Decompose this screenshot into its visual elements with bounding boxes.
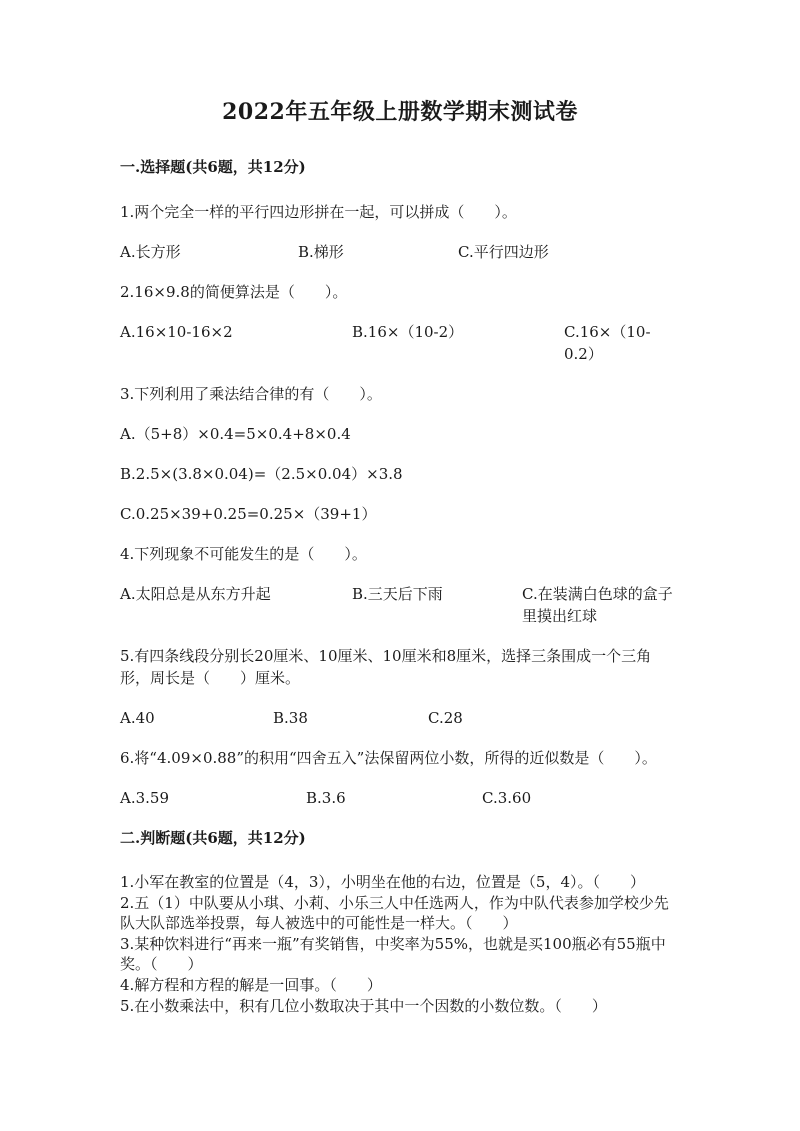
option-b: B.16×（10-2）: [352, 323, 464, 341]
option-b: B.三天后下雨: [352, 585, 443, 603]
question-stem: 6.将“4.09×0.88”的积用“四舍五入”法保留两位小数，所得的近似数是（ ）。: [120, 749, 657, 767]
question-stem: 2.16×9.8的简便算法是（ ）。: [120, 283, 348, 301]
judge-item: 2.五（1）中队要从小琪、小莉、小乐三人中任选两人，作为中队代表参加学校少先队大队部选举投票，每人被选中的可能性是一样大。（ ）: [120, 894, 669, 932]
judge-item: 4.解方程和方程的解是一回事。（ ）: [120, 976, 382, 994]
option-b: B.3.6: [306, 789, 346, 807]
option-c: C.0.25×39+0.25=0.25×（39+1）: [120, 505, 377, 523]
option-a: A.太阳总是从东方升起: [120, 585, 271, 603]
option-a: A.3.59: [120, 789, 169, 807]
option-c: C.在装满白色球的盒子里摸出红球: [522, 585, 673, 625]
judge-list: [120, 872, 680, 1016]
option-b: B.38: [273, 709, 308, 727]
option-c: C.16×（10-0.2）: [564, 323, 651, 363]
option-a: A.16×10-16×2: [120, 323, 233, 341]
option-a: A.（5+8）×0.4=5×0.4+8×0.4: [120, 425, 351, 443]
section-heading-judge: 二.判断题(共6题，共12分): [120, 829, 306, 847]
option-a: A.长方形: [120, 243, 181, 261]
option-c: C.平行四边形: [458, 243, 549, 261]
question-options: [120, 321, 680, 365]
question-stem: 4.下列现象不可能发生的是（ ）。: [120, 545, 367, 563]
judge-item: 3.某种饮料进行“再来一瓶”有奖销售，中奖率为55%，也就是买100瓶必有55瓶中奖。（ ）: [120, 935, 666, 973]
question-stem: 1.两个完全一样的平行四边形拼在一起，可以拼成（ ）。: [120, 203, 517, 221]
exam-page: [120, 95, 680, 1016]
question-options: [120, 583, 680, 627]
judge-item: 1.小军在教室的位置是（4，3），小明坐在他的右边，位置是（5，4）。（ ）: [120, 873, 645, 891]
option-a: A.40: [120, 709, 155, 727]
option-b: B.梯形: [298, 243, 344, 261]
question-stem: 3.下列利用了乘法结合律的有（ ）。: [120, 385, 382, 403]
page-title: 2022年五年级上册数学期末测试卷: [222, 99, 578, 125]
question-options: [120, 787, 680, 809]
question-options: [120, 707, 680, 729]
section-heading-choice: 一.选择题(共6题，共12分): [120, 158, 306, 176]
option-c: C.28: [428, 709, 463, 727]
judge-item: 5.在小数乘法中，积有几位小数取决于其中一个因数的小数位数。（ ）: [120, 997, 607, 1015]
option-c: C.3.60: [482, 789, 532, 807]
option-b: B.2.5×(3.8×0.04)=（2.5×0.04）×3.8: [120, 465, 403, 483]
question-options: [120, 241, 680, 263]
question-stem: 5.有四条线段分别长20厘米、10厘米、10厘米和8厘米，选择三条围成一个三角形，周长是（ ）厘米。: [120, 647, 652, 687]
